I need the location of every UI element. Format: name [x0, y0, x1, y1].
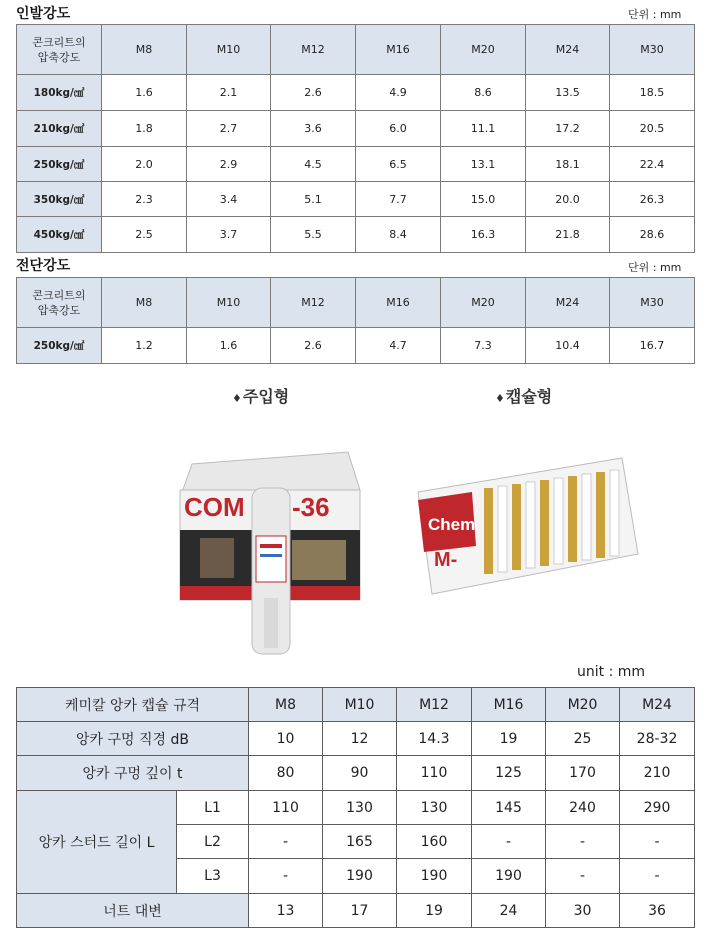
- capsule-vial: [554, 478, 563, 564]
- table-cell: 19: [397, 894, 472, 928]
- row-header: 앙카 구멍 직경 dB: [17, 722, 249, 756]
- table-cell: 190: [323, 859, 397, 894]
- capsule-header-row: [17, 688, 695, 722]
- table-cell: 110: [249, 791, 323, 825]
- table-cell: -: [620, 859, 695, 894]
- table-row: [17, 75, 695, 111]
- corner-line-2: 압축강도: [37, 303, 81, 317]
- col-header: M30: [610, 278, 695, 328]
- table-row: [17, 217, 695, 253]
- col-header: M16: [472, 688, 546, 722]
- col-header: M12: [271, 25, 356, 75]
- table-cell: 7.3: [441, 328, 526, 364]
- table-cell: 8.6: [441, 75, 526, 111]
- capsule-vial: [596, 472, 605, 558]
- table-cell: 7.7: [356, 182, 441, 217]
- col-header: M10: [187, 25, 271, 75]
- capsule-vial: [498, 486, 507, 572]
- table-row: [17, 791, 695, 825]
- table-cell: 130: [323, 791, 397, 825]
- table-row: [17, 147, 695, 182]
- table-cell: 12: [323, 722, 397, 756]
- diamond-bullet-icon: ♦: [495, 392, 505, 405]
- col-header: M20: [441, 278, 526, 328]
- table-cell: 28-32: [620, 722, 695, 756]
- capsule-vial: [568, 476, 577, 562]
- col-header: M24: [620, 688, 695, 722]
- table-cell: 30: [546, 894, 620, 928]
- pullout-header-row: [17, 25, 695, 75]
- shear-header-row: [17, 278, 695, 328]
- table-cell: -: [546, 859, 620, 894]
- table-row: [17, 894, 695, 928]
- table-cell: 2.9: [187, 147, 271, 182]
- box-site-image: [292, 540, 346, 580]
- table-cell: 125: [472, 756, 546, 791]
- shear-title: 전단강도: [16, 258, 71, 274]
- col-header: M16: [356, 25, 441, 75]
- table-cell: 25: [546, 722, 620, 756]
- table-cell: 1.6: [187, 328, 271, 364]
- table-cell: 20.0: [526, 182, 610, 217]
- table-cell: 130: [397, 791, 472, 825]
- capsule-spec-unit: unit : mm: [577, 664, 646, 680]
- capsule-vial: [512, 484, 521, 570]
- row-header: 450kg/㎠: [17, 217, 102, 253]
- table-cell: 10: [249, 722, 323, 756]
- cartridge-label-stripe: [260, 554, 282, 557]
- col-header: M16: [356, 278, 441, 328]
- capsule-vial: [582, 474, 591, 560]
- table-cell: 26.3: [610, 182, 695, 217]
- table-cell: 4.5: [271, 147, 356, 182]
- capsule-product-photo: [412, 454, 642, 598]
- table-cell: 2.0: [102, 147, 187, 182]
- table-cell: 22.4: [610, 147, 695, 182]
- table-row: [17, 328, 695, 364]
- table-cell: 10.4: [526, 328, 610, 364]
- sub-row-header: L1: [177, 791, 249, 825]
- table-cell: -: [249, 859, 323, 894]
- pullout-title: 인발강도: [16, 6, 71, 22]
- table-cell: 290: [620, 791, 695, 825]
- row-header: 350kg/㎠: [17, 182, 102, 217]
- table-cell: 17.2: [526, 111, 610, 147]
- table-cell: 3.4: [187, 182, 271, 217]
- table-cell: 80: [249, 756, 323, 791]
- shear-corner-cell: [17, 278, 102, 328]
- table-cell: 6.5: [356, 147, 441, 182]
- capsule-header-label: 케미칼 앙카 캡슐 규격: [17, 688, 249, 722]
- table-cell: 1.2: [102, 328, 187, 364]
- table-cell: 145: [472, 791, 546, 825]
- table-row: [17, 182, 695, 217]
- table-cell: 90: [323, 756, 397, 791]
- capsule-vial: [484, 488, 493, 574]
- table-cell: 16.7: [610, 328, 695, 364]
- table-cell: 1.6: [102, 75, 187, 111]
- type-capsule-label: [495, 384, 552, 407]
- capsule-vial: [526, 482, 535, 568]
- table-cell: 160: [397, 825, 472, 859]
- col-header: M20: [546, 688, 620, 722]
- col-header: M20: [441, 25, 526, 75]
- capsule-model-text: M-: [434, 549, 458, 571]
- col-header: M24: [526, 25, 610, 75]
- corner-line-1: 콘크리트의: [32, 35, 86, 49]
- table-row: [17, 722, 695, 756]
- box-model-text: -36: [292, 492, 330, 522]
- table-cell: 2.6: [271, 328, 356, 364]
- shear-unit: 단위 : mm: [628, 261, 682, 274]
- capsule-spec-table: [16, 687, 695, 928]
- col-header: M10: [187, 278, 271, 328]
- table-cell: 6.0: [356, 111, 441, 147]
- table-cell: 210: [620, 756, 695, 791]
- capsule-vial: [540, 480, 549, 566]
- table-cell: 5.1: [271, 182, 356, 217]
- table-cell: 18.1: [526, 147, 610, 182]
- table-cell: 2.3: [102, 182, 187, 217]
- table-cell: 4.9: [356, 75, 441, 111]
- table-cell: 15.0: [441, 182, 526, 217]
- type-injection-label: [232, 384, 289, 407]
- table-cell: -: [620, 825, 695, 859]
- sub-row-header: L3: [177, 859, 249, 894]
- injection-product-photo: [170, 448, 370, 660]
- table-cell: 240: [546, 791, 620, 825]
- table-cell: 28.6: [610, 217, 695, 253]
- row-header: 250kg/㎠: [17, 328, 102, 364]
- table-cell: 20.5: [610, 111, 695, 147]
- box-brand-text: COM: [184, 492, 245, 522]
- table-cell: -: [249, 825, 323, 859]
- cartridge-label-stripe: [260, 544, 282, 548]
- table-cell: 36: [620, 894, 695, 928]
- pullout-corner-cell: [17, 25, 102, 75]
- corner-line-2: 압축강도: [37, 50, 81, 64]
- table-cell: -: [546, 825, 620, 859]
- cartridge-nozzle: [264, 598, 278, 648]
- col-header: M12: [397, 688, 472, 722]
- box-worker-image: [200, 538, 234, 578]
- table-cell: 19: [472, 722, 546, 756]
- pullout-table: [16, 24, 695, 253]
- col-header: M8: [102, 25, 187, 75]
- table-cell: 17: [323, 894, 397, 928]
- table-cell: 165: [323, 825, 397, 859]
- table-cell: 3.6: [271, 111, 356, 147]
- row-header: 너트 대변: [17, 894, 249, 928]
- col-header: M8: [102, 278, 187, 328]
- table-cell: 8.4: [356, 217, 441, 253]
- table-cell: 190: [472, 859, 546, 894]
- table-row: [17, 111, 695, 147]
- capsule-brand-text: Chem: [428, 515, 476, 534]
- table-cell: 2.6: [271, 75, 356, 111]
- sub-row-header: L2: [177, 825, 249, 859]
- table-cell: 21.8: [526, 217, 610, 253]
- cartridge-label: [256, 536, 286, 582]
- table-cell: 13: [249, 894, 323, 928]
- table-cell: 1.8: [102, 111, 187, 147]
- type-capsule-text: 캡슐형: [505, 387, 553, 406]
- diamond-bullet-icon: ♦: [232, 392, 242, 405]
- table-cell: 13.5: [526, 75, 610, 111]
- table-cell: 11.1: [441, 111, 526, 147]
- row-header: 앙카 스터드 길이 L: [17, 791, 177, 894]
- col-header: M24: [526, 278, 610, 328]
- shear-table: [16, 277, 695, 364]
- table-row: [17, 756, 695, 791]
- table-cell: 5.5: [271, 217, 356, 253]
- table-cell: 190: [397, 859, 472, 894]
- row-header: 앙카 구멍 깊이 t: [17, 756, 249, 791]
- corner-line-1: 콘크리트의: [32, 288, 86, 302]
- table-cell: 110: [397, 756, 472, 791]
- col-header: M10: [323, 688, 397, 722]
- table-cell: 18.5: [610, 75, 695, 111]
- capsule-vial: [610, 470, 619, 556]
- col-header: M30: [610, 25, 695, 75]
- table-cell: 2.7: [187, 111, 271, 147]
- table-cell: 13.1: [441, 147, 526, 182]
- table-cell: -: [472, 825, 546, 859]
- row-header: 250kg/㎠: [17, 147, 102, 182]
- table-cell: 2.5: [102, 217, 187, 253]
- type-injection-text: 주입형: [242, 387, 290, 406]
- table-cell: 170: [546, 756, 620, 791]
- table-cell: 16.3: [441, 217, 526, 253]
- table-cell: 3.7: [187, 217, 271, 253]
- col-header: M8: [249, 688, 323, 722]
- row-header: 210kg/㎠: [17, 111, 102, 147]
- table-cell: 4.7: [356, 328, 441, 364]
- pullout-unit: 단위 : mm: [628, 8, 682, 21]
- table-cell: 24: [472, 894, 546, 928]
- row-header: 180kg/㎠: [17, 75, 102, 111]
- table-cell: 14.3: [397, 722, 472, 756]
- table-cell: 2.1: [187, 75, 271, 111]
- col-header: M12: [271, 278, 356, 328]
